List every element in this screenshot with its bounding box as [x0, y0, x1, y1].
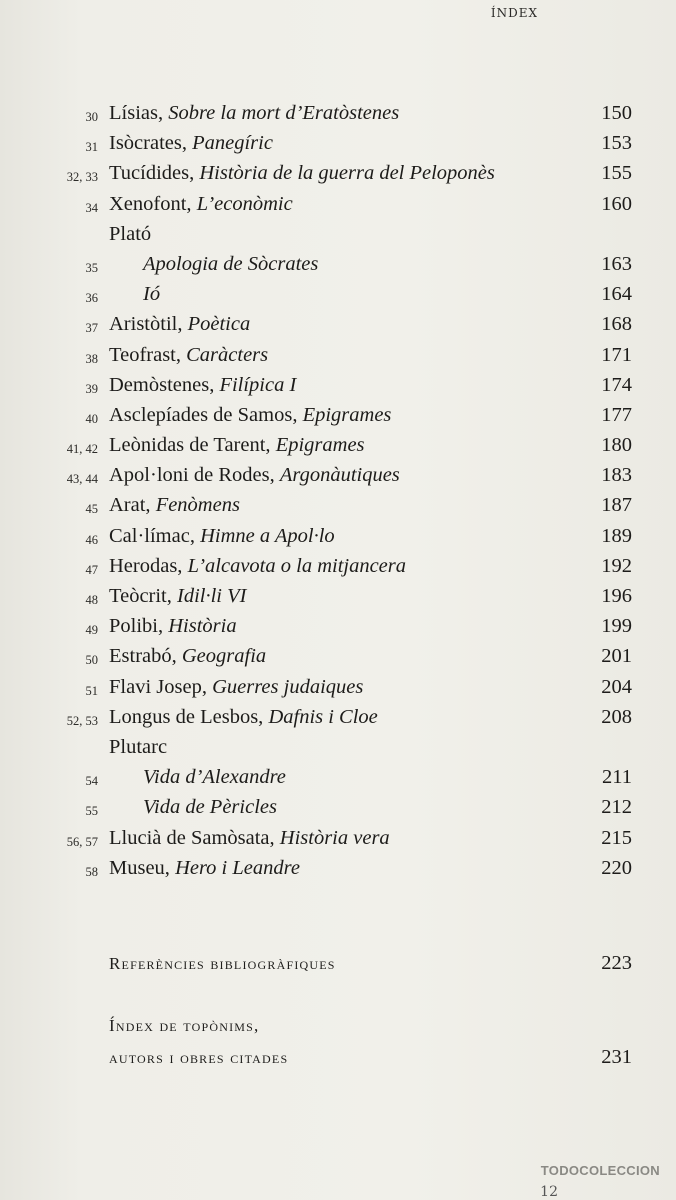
toc-row: [0, 462, 676, 492]
toc-author: Lísias,: [109, 102, 169, 124]
references-heading: Referències bibliogràfiques: [109, 954, 336, 973]
watermark: TODOCOLECCION: [540, 1163, 660, 1178]
footer-page-number: 12: [540, 1184, 558, 1200]
toc-work-title: Idil·li VI: [177, 585, 247, 607]
toc-author: Isòcrates,: [109, 132, 193, 155]
index-heading-line2: autors i obres citades: [109, 1048, 289, 1067]
toc-row: [0, 251, 676, 281]
toc-chapter-number: 49: [85, 623, 98, 638]
toc-entry: [109, 615, 237, 638]
toc-entry: [109, 706, 378, 729]
toc-chapter-number: 36: [85, 291, 98, 306]
toc-entry: [109, 132, 273, 155]
toc-page-number: 187: [601, 494, 632, 517]
index-heading-line1: Índex de topònims,: [109, 1016, 260, 1035]
toc-entry: [109, 193, 293, 216]
toc-row: [0, 492, 676, 522]
toc-chapter-number: 45: [85, 502, 98, 517]
toc-author: Asclepíades de Samos,: [109, 403, 303, 426]
toc-author: Arat,: [109, 494, 156, 517]
toc-author: Aristòtil,: [109, 313, 188, 336]
toc-author: Polibi,: [109, 615, 169, 638]
toc-author: Museu,: [109, 856, 176, 879]
toc-page-number: 155: [601, 162, 632, 185]
toc-work-title: Dafnis i Cloe: [268, 705, 378, 728]
toc-row: [0, 553, 676, 583]
toc-row: [0, 704, 676, 734]
toc-chapter-number: 40: [85, 411, 98, 426]
toc-work-title: Vida de Pèricles: [143, 796, 277, 819]
toc-page-number: 196: [601, 585, 632, 607]
toc-entry: [109, 374, 296, 397]
toc-chapter-number: 58: [85, 864, 98, 879]
toc-entry: [109, 525, 335, 548]
toc-author: Estrabó,: [109, 645, 182, 668]
toc-author: Plutarc: [109, 735, 168, 758]
toc-work-title: Apologia de Sòcrates: [143, 252, 319, 275]
toc-row: [0, 583, 676, 613]
toc-entry: [109, 645, 266, 668]
toc-author: Teofrast,: [109, 343, 187, 366]
toc-row: [0, 764, 676, 794]
toc-page-number: 192: [601, 554, 632, 577]
toc-page-number: 215: [601, 826, 632, 849]
toc-page-number: 163: [601, 252, 632, 275]
toc-entry: [109, 102, 399, 125]
toc-work-title: Guerres judaiques: [212, 675, 364, 698]
toc-row: [0, 734, 676, 764]
toc-page-number: 171: [601, 343, 632, 366]
index-page: 231: [601, 1046, 632, 1068]
toc-row: [0, 825, 676, 855]
toc-page-number: 150: [601, 102, 632, 124]
toc-chapter-number: 41, 42: [66, 442, 98, 457]
toc-row: [0, 674, 676, 704]
toc-row: [0, 613, 676, 643]
toc-chapter-number: 31: [85, 140, 98, 155]
references-page: 223: [601, 952, 632, 974]
toc-entry: [143, 796, 277, 819]
toc-chapter-number: 47: [85, 562, 98, 577]
toc-chapter-number: 55: [85, 804, 98, 819]
toc-work-title: Filípica I: [219, 373, 297, 396]
toc-chapter-number: 39: [85, 381, 98, 396]
toc-work-title: Panegíric: [192, 132, 273, 155]
toc-author: Apol·loni de Rodes,: [109, 464, 280, 487]
toc-row: [0, 794, 676, 824]
toc-page-number: 174: [601, 373, 632, 396]
toc-entry: [109, 494, 240, 517]
toc-work-title: Epigrames: [302, 403, 392, 426]
toc-row: [0, 191, 676, 221]
toc-chapter-number: 32, 33: [66, 170, 98, 185]
toc-row: [0, 160, 676, 190]
toc-work-title: Fenòmens: [155, 494, 240, 517]
toc-author: Leònidas de Tarent,: [109, 434, 276, 457]
toc-work-title: Història de la guerra del Peloponès: [199, 162, 495, 185]
toc-page-number: 212: [601, 796, 632, 819]
toc-page-number: 204: [601, 675, 632, 698]
toc-entry: [143, 253, 318, 276]
toc-author: Longus de Lesbos,: [109, 705, 269, 728]
toc-page-number: 168: [601, 313, 632, 336]
toc-chapter-number: 48: [85, 593, 98, 607]
toc-row: [0, 221, 676, 251]
toc-entry: [109, 585, 246, 608]
toc-chapter-number: 54: [85, 774, 98, 789]
toc-row: [0, 130, 676, 160]
toc-chapter-number: 34: [85, 200, 98, 215]
toc-work-title: Sobre la mort d’Eratòstenes: [168, 102, 400, 124]
toc-chapter-number: 50: [85, 653, 98, 668]
running-head: ÍNDEX: [490, 6, 538, 20]
toc-entry: [109, 404, 391, 427]
toc-entry: [109, 464, 400, 487]
toc-page-number: 183: [601, 464, 632, 487]
toc-page-number: 201: [601, 645, 632, 668]
toc-work-title: Epigrames: [275, 434, 365, 457]
toc-work-title: Història vera: [279, 826, 390, 849]
toc-entry: [109, 827, 390, 850]
toc-page-number: 199: [601, 615, 632, 638]
toc-author: Cal·límac,: [109, 524, 201, 547]
toc-row: [0, 402, 676, 432]
toc-work-title: Geografia: [181, 645, 267, 668]
toc-author: Herodas,: [109, 554, 188, 577]
toc-page-number: 220: [601, 856, 632, 879]
toc-entry: [109, 434, 365, 457]
toc-row: [0, 432, 676, 462]
toc-row: [0, 643, 676, 673]
toc-work-title: Ió: [143, 283, 161, 306]
toc-entry: [109, 676, 363, 699]
toc-row: [0, 311, 676, 341]
toc-page-number: 177: [601, 403, 632, 426]
toc-page-number: 208: [601, 705, 632, 728]
toc-chapter-number: 37: [85, 321, 98, 336]
toc-author: Tucídides,: [109, 162, 200, 185]
toc-work-title: Caràcters: [186, 343, 269, 366]
toc-page-number: 160: [601, 192, 632, 215]
toc-author: Demòstenes,: [109, 373, 220, 396]
toc-row: [0, 281, 676, 311]
toc-author: Llucià de Samòsata,: [109, 826, 280, 849]
toc-row: [0, 100, 676, 130]
toc-entry: [109, 857, 300, 880]
toc-author: Plató: [109, 222, 152, 245]
toc-chapter-number: 43, 44: [66, 472, 98, 487]
toc-row: [0, 342, 676, 372]
toc-author: Teòcrit,: [109, 585, 178, 607]
toc-work-title: Himne a Apol·lo: [200, 524, 335, 547]
toc-row: [0, 372, 676, 402]
toc-chapter-number: 56, 57: [66, 834, 98, 849]
toc-entry: [109, 223, 151, 246]
toc-entry: [109, 313, 250, 336]
toc-author: Flavi Josep,: [109, 675, 213, 698]
toc-entry: [109, 344, 268, 367]
toc-page-number: 164: [601, 283, 632, 306]
toc-entry: [109, 555, 406, 578]
toc-work-title: L’alcavota o la mitjancera: [187, 554, 407, 577]
toc-chapter-number: 35: [85, 260, 98, 275]
toc-work-title: L’econòmic: [196, 192, 293, 215]
toc-chapter-number: 30: [85, 110, 98, 124]
toc-page-number: 211: [602, 766, 632, 789]
toc-entry: [143, 283, 160, 306]
table-of-contents: [0, 100, 676, 885]
toc-work-title: Argonàutiques: [279, 464, 400, 487]
toc-chapter-number: 38: [85, 351, 98, 366]
toc-work-title: Hero i Leandre: [175, 856, 300, 879]
toc-row: [0, 523, 676, 553]
toc-work-title: Història: [168, 615, 237, 638]
toc-page-number: 180: [601, 434, 632, 457]
toc-chapter-number: 46: [85, 532, 98, 547]
toc-work-title: Poètica: [187, 313, 251, 336]
toc-page-number: 189: [601, 524, 632, 547]
toc-page-number: 153: [601, 132, 632, 155]
toc-entry: [109, 162, 495, 185]
toc-entry: [109, 736, 167, 759]
toc-entry: [143, 766, 286, 789]
toc-chapter-number: 51: [85, 683, 98, 698]
toc-author: Xenofont,: [109, 192, 197, 215]
toc-chapter-number: 52, 53: [66, 713, 98, 728]
toc-row: [0, 855, 676, 885]
toc-work-title: Vida d’Alexandre: [143, 766, 286, 789]
